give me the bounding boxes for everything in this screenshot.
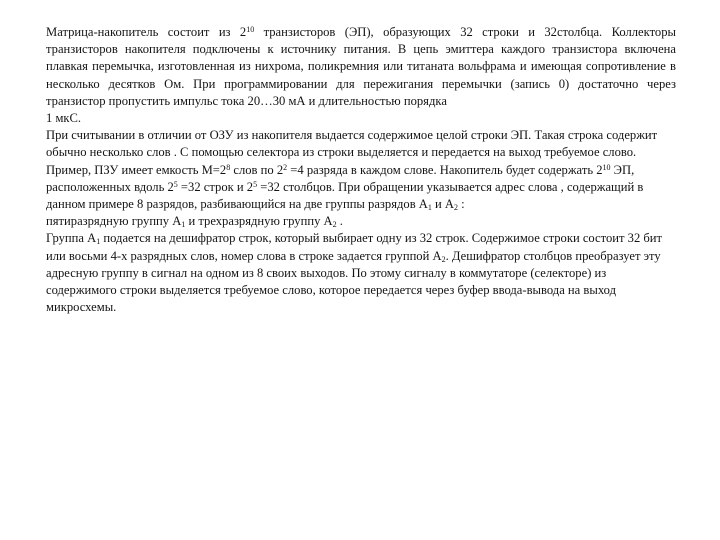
text-run: слов по 2 [230, 162, 284, 177]
text-run: =32 столбцов. При обращении указывается адрес слова , содержащий в данном примере 8 разрядов, разбивающийся на две группы разрядов А [46, 179, 644, 212]
text-run: Пример, ПЗУ имеет емкость М=2 [46, 162, 227, 177]
subscript: 2 [441, 254, 446, 264]
superscript: 2 [283, 162, 288, 172]
superscript: 8 [226, 162, 231, 172]
superscript: 10 [602, 162, 611, 172]
superscript: 10 [246, 25, 255, 34]
subscript: 1 [427, 203, 432, 213]
text-run: =32 строк и 2 [177, 179, 254, 194]
text-run: ЭП, расположенных вдоль 2 [46, 162, 635, 194]
text-run: Группа А [46, 231, 97, 246]
text-run: и трехразрядную группу А [185, 214, 333, 229]
text-run: 1 мкС. [46, 111, 82, 126]
paragraph-matrix-description [46, 24, 676, 110]
subscript: 1 [181, 220, 186, 230]
text-run: Матрица-накопитель состоит из 2 [46, 25, 247, 39]
text-run: транзисторов (ЭП), образующих 32 строки и 32столбца. Коллекторы транзисторов накопителя подключены к источнику питания. В цепь эмиттера каждого транзистора включена плавкая перемычка, изготовленная из нихрома, поликремния или титаната вольфрама и имеющая сопротивление в несколько десятков Ом. При программировании для пережигания перемычки (запись 0) достаточно через транзистор пропустить импульс тока 20…30 мА и длительностью порядка [46, 25, 676, 108]
text-run: и А [431, 197, 455, 212]
subscript: 2 [332, 220, 337, 230]
text-run: . [336, 214, 343, 229]
text-run: пятиразрядную группу А [46, 214, 182, 229]
subscript: 2 [454, 203, 459, 213]
text-run: При считывании в отличии от ОЗУ из накопителя выдается содержимое целой строки ЭП. Такая строка содержит обычно несколько слов . С помощью селектора из строки выделяется и передается на выход требуемое слово. [46, 128, 658, 160]
superscript: 5 [173, 179, 178, 189]
paragraph-example [46, 162, 676, 231]
text-run: подается на дешифратор строк, который выбирает одну из 32 строк. Содержимое строки состоит 32 бит или восьми 4-х разрядных слов, номер слова в строке задается группой А [46, 231, 663, 263]
superscript: 5 [253, 179, 258, 189]
subscript: 1 [96, 237, 101, 247]
text-run: =4 разряда в каждом слове. Накопитель будет содержать 2 [287, 162, 603, 177]
text-run: : [458, 197, 465, 212]
paragraph-reading [46, 127, 676, 161]
document-text [46, 24, 676, 316]
text-run: . Дешифратор столбцов преобразует эту адресную группу в сигнал на одном из 8 своих выходов. По этому сигналу в коммутаторе (селекторе) из содержимого строки выделяется требуемое слово, которое передается через буфер ввода-вывода на выход микросхемы. [46, 248, 661, 315]
paragraph-group-a1 [46, 230, 676, 316]
paragraph-matrix-description-end [46, 110, 676, 127]
